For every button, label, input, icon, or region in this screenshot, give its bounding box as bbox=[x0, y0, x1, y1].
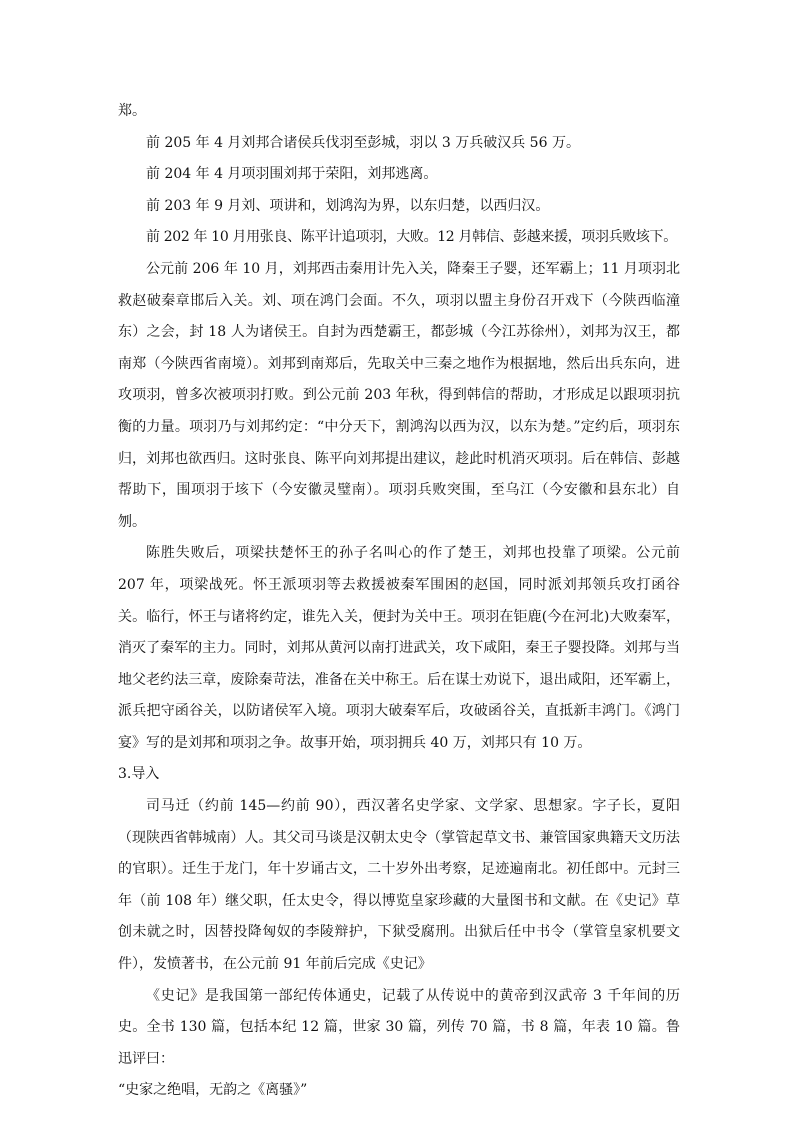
paragraph: 前 202 年 10 月用张良、陈平计追项羽，大败。12 月韩信、彭越来援，项羽兵败垓下。 bbox=[146, 229, 677, 246]
paragraph: 司马迁（约前 145—约前 90），西汉著名史学家、文学家、思想家。字子长，夏阳（现陕西省韩城南）人。其父司马谈是汉朝太史令（掌管起草文书、兼管国家典籍天文历法的官职）。迁生于龙门，年十岁诵古文，二十岁外出考察，足迹遍南北。初任郎中。元封三年（前 108 年）继父职，任太史令，得以博览皇家珍藏的大量图书和文献。在《史记》草创未就之时，因替投降匈奴的李陵辩护，下狱受腐刑。出狱后任中书令（掌管皇家机要文件），发愤著书，在公元前 91 年前后完成《史记》 bbox=[118, 798, 680, 973]
quotation: “史家之绝唱，无韵之《离骚》” bbox=[118, 1082, 308, 1099]
paragraph: 前 203 年 9 月刘、项讲和，划鸿沟为界，以东归楚，以西归汉。 bbox=[146, 197, 550, 214]
section-heading: 3.导入 bbox=[118, 766, 160, 783]
paragraph: 公元前 206 年 10 月，刘邦西击秦用计先入关，降秦王子婴，还军霸上；11 月项羽北救赵破秦章邯后入关。刘、项在鸿门会面。不久，项羽以盟主身份召开戏下（今陕西临潼东）之会，封 18 人为诸侯王。自封为西楚霸王，都彭城（今江苏徐州），刘邦为汉王，都南郑（今陕西省南境）。刘邦到南郑后，先取关中三秦之地作为根据地，然后出兵东向，进攻项羽，曾多次被项羽打败。到公元前 203 年秋，得到韩信的帮助，才形成足以跟项羽抗衡的力量。项羽乃与刘邦约定：“中分天下，割鸿沟以西为汉，以东为楚。”定约后，项羽东归，刘邦也欲西归。这时张良、陈平向刘邦提出建议，趁此时机消灭项羽。后在韩信、彭越帮助下，围项羽于垓下（今安徽灵璧南）。项羽兵败突围，至乌江（今安徽和县东北）自刎。 bbox=[118, 260, 680, 530]
paragraph: 郑。 bbox=[118, 103, 146, 119]
paragraph: 前 204 年 4 月项羽围刘邦于荣阳，刘邦逃离。 bbox=[146, 166, 438, 183]
paragraph: 前 205 年 4 月刘邦合诸侯兵伐羽至彭城，羽以 3 万兵破汉兵 56 万。 bbox=[146, 134, 580, 151]
paragraph: 陈胜失败后，项梁扶楚怀王的孙子名叫心的作了楚王，刘邦也投靠了项梁。公元前 207 年，项梁战死。怀王派项羽等去救援被秦军围困的赵国，同时派刘邦领兵攻打函谷关。临行，怀王与诸将约定，谁先入关，便封为关中王。项羽在钜鹿(今在河北)大败秦军，消灭了秦军的主力。同时，刘邦从黄河以南打进武关，攻下咸阳，秦王子婴投降。刘邦与当地父老约法三章，废除秦苛法，准备在关中称王。后在谋士劝说下，退出咸阳，还军霸上，派兵把守函谷关，以防诸侯军入境。项羽大破秦军后，攻破函谷关，直抵新丰鸿门。《鸿门宴》写的是刘邦和项羽之争。故事开始，项羽拥兵 40 万，刘邦只有 10 万。 bbox=[118, 545, 680, 751]
document-body bbox=[118, 96, 680, 1107]
paragraph: 《史记》是我国第一部纪传体通史，记载了从传说中的黄帝到汉武帝 3 千年间的历史。全书 130 篇，包括本纪 12 篇，世家 30 篇，列传 70 篇，书 8 篇，年表 10 篇。鲁迅评曰： bbox=[118, 987, 680, 1067]
